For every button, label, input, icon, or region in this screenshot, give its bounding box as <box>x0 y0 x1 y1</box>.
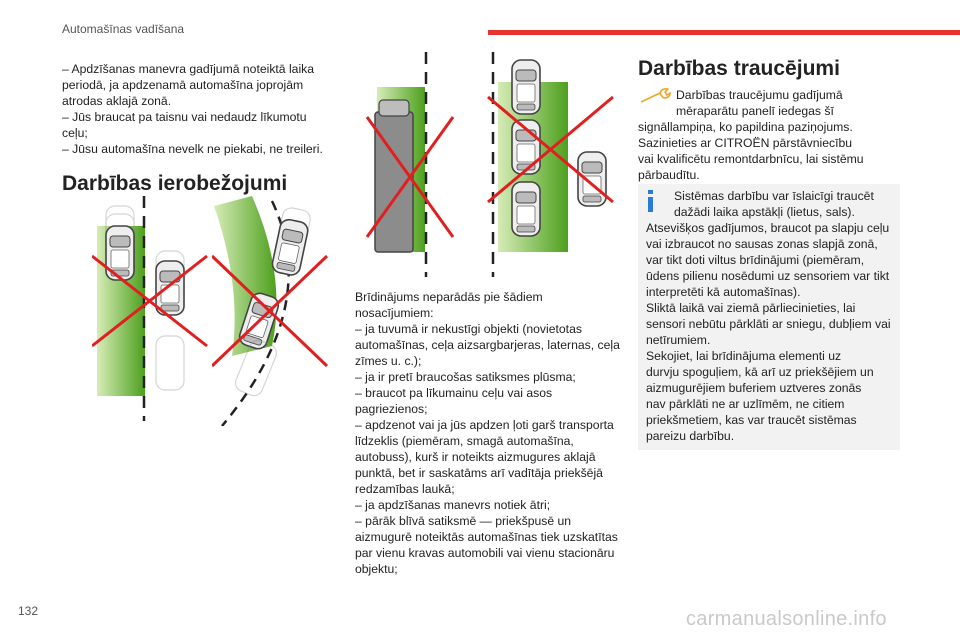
text-line: pagriezienos; <box>355 402 428 416</box>
own-car <box>156 261 184 315</box>
text-line: – ja ir pretī braucošas satiksmes plūsma; <box>355 370 576 384</box>
text-line: punktā, bet ir saskatāms arī vadītāja priekšējā <box>355 466 603 480</box>
text-line: redzamības laukā; <box>355 482 455 496</box>
text-line: pārbaudītu. <box>638 168 700 182</box>
middle-column <box>355 289 625 577</box>
info-box <box>638 184 900 450</box>
text-line: – Jūs braucat pa taisnu vai nedaudz līkumotu <box>62 110 307 124</box>
left-intro <box>62 61 342 157</box>
text-line: nav pārklāti ne ar uzlīmēm, ne citiem <box>646 397 845 411</box>
text-line: vai izbraucot no sausas zonas slapjā zonā, <box>646 237 878 251</box>
info-icon <box>645 190 657 212</box>
section-heading-malfunctions: Darbības traucējumi <box>638 57 840 80</box>
watermark: carmanualsonline.info <box>686 608 887 630</box>
text-line: atrodas aklajā zonā. <box>62 94 172 108</box>
text-line: Darbības traucējumu gadījumā <box>676 88 843 102</box>
text-line: – Apdzīšanas manevra gadījumā noteiktā laika <box>62 62 315 76</box>
text-line: priekšmetiem, kas var traucēt sistēmas <box>646 413 857 427</box>
malfunction-paragraph <box>638 87 903 183</box>
text-line: signāllampiņa, ko papildina paziņojums. <box>638 120 853 134</box>
text-line: netīrumiem. <box>646 333 711 347</box>
text-line: par vienu kravas automobili vai vienu stacionāru <box>355 546 615 560</box>
illustration-dense-traffic <box>478 52 628 277</box>
text-line: automašīnas, ceļa aizsargbarjeras, laternas, ceļa <box>355 338 620 352</box>
text-line: Sistēmas darbību var īslaicīgi traucēt <box>674 189 874 203</box>
text-line: mēraparātu panelī iedegas šī <box>676 104 834 118</box>
text-line: sensori nebūtu pārklāti ar sniegu, dubļiem vai <box>646 317 891 331</box>
text-line: nosacījumiem: <box>355 306 434 320</box>
text-line: durvju spoguļiem, kā arī uz priekšējiem un <box>646 365 874 379</box>
text-line: aizmugurējiem buferiem uztveres zonās <box>646 381 862 395</box>
header-title: Automašīnas vadīšana <box>62 22 185 36</box>
illustration-truck <box>365 52 455 277</box>
car-front <box>512 60 540 114</box>
text-line: līdzeklis (piemēram, smagā automašīna, <box>355 434 574 448</box>
text-line: periodā, ja apdzenamā automašīna joprojām <box>62 78 304 92</box>
text-line: interpretēti kā automašīnas). <box>646 285 801 299</box>
text-line: – Jūsu automašīna nevelk ne piekabi, ne treileri. <box>62 142 323 156</box>
text-line: Atsevišķos gadījumos, braucot pa slapju ceļu <box>646 221 890 235</box>
header-accent-bar <box>488 30 960 35</box>
text-line: – apdzenot vai ja jūs apdzen ļoti garš transporta <box>355 418 614 432</box>
car-ahead <box>271 218 310 277</box>
text-line: objektu; <box>355 562 398 576</box>
car-rear <box>512 182 540 236</box>
text-line: – pārāk blīvā satiksmē — priekšpusē un <box>355 514 572 528</box>
right-column <box>638 56 903 183</box>
section-heading-limitations: Darbības ierobežojumi <box>62 172 288 195</box>
text-line: Sliktā laikā vai ziemā pārliecinieties, lai <box>646 301 856 315</box>
left-column <box>62 61 342 197</box>
text-line: Sazinieties ar CITROËN pārstāvniecību <box>638 136 853 150</box>
wrench-icon <box>638 87 672 105</box>
text-line: pareizu darbību. <box>646 429 735 443</box>
text-line: zīmes u. c.); <box>355 354 422 368</box>
text-line: ūdens pilienu nosēdumi uz sensoriem var tikt <box>646 269 890 283</box>
text-line: var tikt doti viltus brīdinājumi (piemēram, <box>646 253 865 267</box>
text-line: ceļu; <box>62 126 88 140</box>
text-line: autobuss), kurš ir noteikts aizmugures aklajā <box>355 450 596 464</box>
text-line: – ja tuvumā ir nekustīgi objekti (novietotas <box>355 322 582 336</box>
text-line: Brīdinājums neparādās pie šādiem <box>355 290 543 304</box>
own-car <box>578 152 606 206</box>
text-line: dažādi laika apstākļi (lietus, sals). <box>674 205 855 219</box>
illustration-curved-road <box>212 196 342 426</box>
text-line: – braucot pa līkumainu ceļu vai asos <box>355 386 553 400</box>
page-number: 132 <box>18 604 39 618</box>
text-line: vai kvalificētu remontdarbnīcu, lai sistēmu <box>638 152 864 166</box>
text-line: Sekojiet, lai brīdinājuma elementi uz <box>646 349 842 363</box>
text-line: – ja apdzīšanas manevrs notiek ātri; <box>355 498 551 512</box>
text-line: aizmugurē noteiktās automašīnas tiek uzskatītas <box>355 530 618 544</box>
